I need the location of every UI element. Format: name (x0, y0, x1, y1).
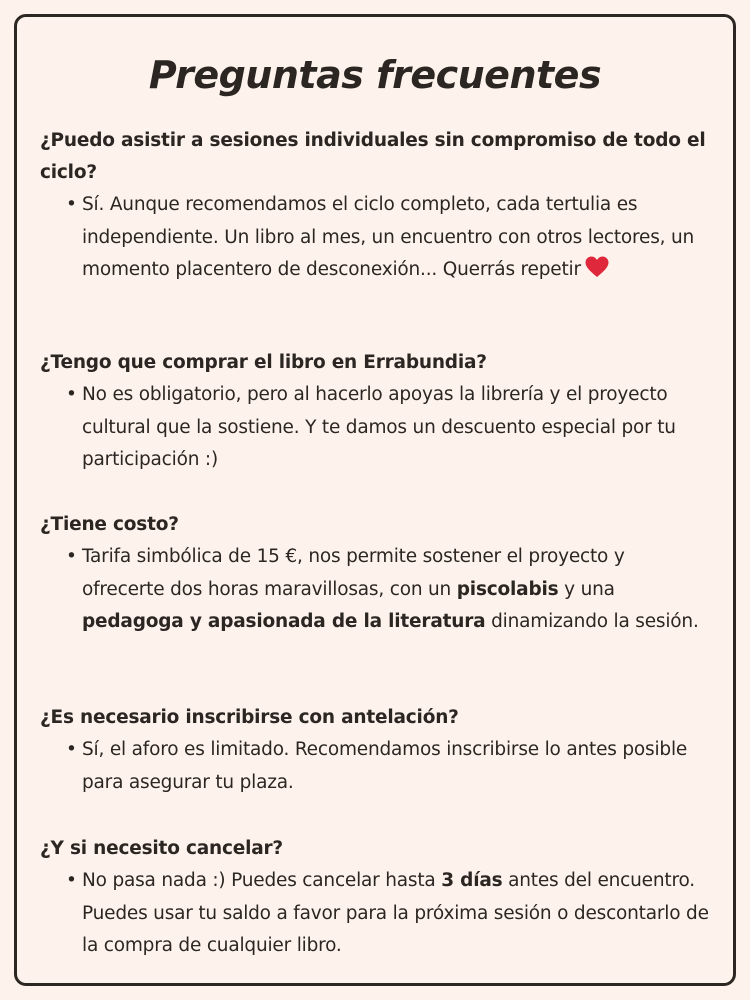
faq-item-5 (40, 833, 712, 963)
faq-item-3 (40, 509, 712, 639)
faq-item-2 (40, 347, 712, 477)
faq-answer-text: Sí, el aforo es limitado. Recomendamos inscribirse lo antes posible para asegurar tu plaza. (82, 739, 688, 793)
faq-answer (40, 734, 712, 799)
faq-answer-text: y una (558, 578, 615, 600)
faq-item-1 (40, 125, 712, 290)
faq-answer-bold: 3 días (441, 870, 503, 891)
faq-answer-text: Sí. Aunque recomendamos el ciclo completo, cada tertulia es independiente. Un libro al mes, un encuentro con otros lectores, un momento placentero de desconexión... Querrás repetir (82, 194, 695, 280)
faq-answer (40, 379, 712, 477)
faq-answer-bold: pedagoga y apasionada de la literatura (82, 611, 486, 632)
faq-answer-text: antes del encuentro. Puedes usar tu saldo a favor para la próxima sesión o descontarlo de la compra de cualquier libro. (82, 870, 709, 956)
faq-answer-bold: piscolabis (456, 578, 559, 600)
bullet: • (66, 546, 77, 567)
heart-icon (585, 256, 609, 290)
faq-item-4 (40, 702, 712, 799)
faq-answer-text: No pasa nada :) Puedes cancelar hasta (82, 870, 442, 891)
faq-answer-text: Tarifa simbólica de 15 €, nos permite sostener el proyecto y ofrecerte dos horas maravillosas, con un (82, 546, 625, 600)
bullet: • (66, 739, 77, 760)
bullet: • (66, 384, 77, 405)
faq-question: ¿Y si necesito cancelar? (40, 838, 283, 859)
faq-answer-text: No es obligatorio, pero al hacerlo apoyas la librería y el proyecto cultural que la sostiene. Y te damos un descuento especial por tu participación :) (82, 384, 676, 470)
page-title: Preguntas frecuentes (148, 53, 602, 97)
faq-question: ¿Es necesario inscribirse con antelación? (40, 707, 459, 728)
bullet: • (66, 870, 77, 891)
faq-answer (40, 865, 712, 963)
bullet: • (66, 194, 77, 215)
faq-question: ¿Tengo que comprar el libro en Errabundia? (40, 352, 487, 373)
faq-answer (40, 189, 712, 290)
faq-answer-text: dinamizando la sesión. (485, 611, 699, 632)
faq-question: ¿Puedo asistir a sesiones individuales sin compromiso de todo el ciclo? (40, 130, 706, 183)
faq-question: ¿Tiene costo? (40, 514, 179, 535)
faq-card (14, 14, 736, 986)
faq-answer (40, 541, 712, 639)
